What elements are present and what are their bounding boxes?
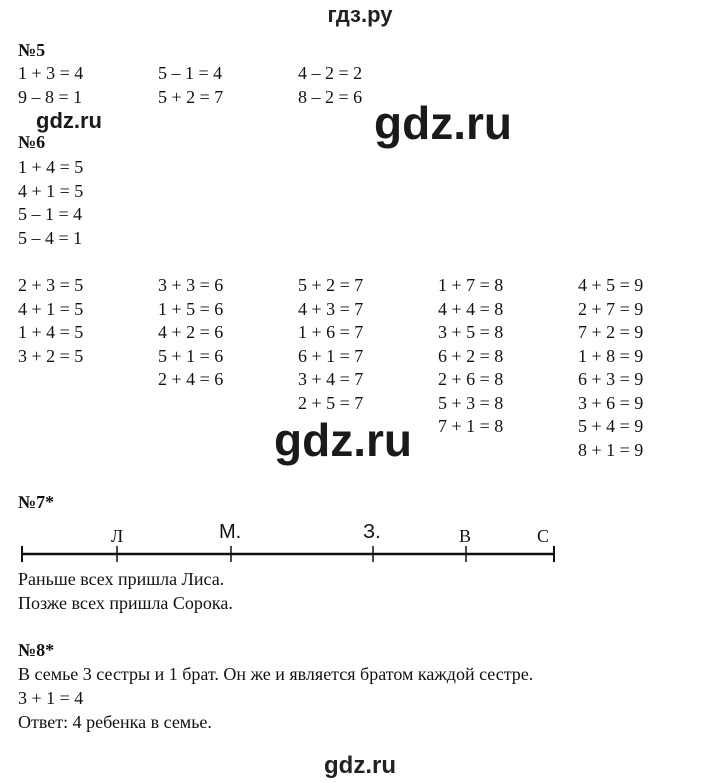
label-z: З. [363, 521, 381, 543]
equation: 2 + 4 = 6 [158, 369, 224, 389]
equation: 3 + 6 = 9 [578, 392, 644, 413]
equation: 4 + 5 = 9 [578, 275, 644, 295]
task6-col-7 [298, 274, 363, 415]
equation: 5 – 4 = 1 [18, 227, 83, 248]
task7-title: №7* [18, 492, 55, 512]
site-header: гдз.ру [327, 2, 393, 27]
equation: 9 – 8 = 1 [18, 86, 83, 107]
equation: 1 + 4 = 5 [18, 157, 84, 177]
equation: 4 + 3 = 7 [298, 298, 364, 319]
equation: 1 + 7 = 8 [438, 275, 504, 295]
equation: 2 + 6 = 8 [438, 369, 504, 389]
equation: 3 + 4 = 7 [298, 369, 364, 389]
label-s: С [537, 526, 550, 546]
equation: 2 + 3 = 5 [18, 275, 84, 295]
equation: 2 + 7 = 9 [578, 298, 644, 319]
equation: 5 + 1 = 6 [158, 345, 224, 366]
equation: 3 + 3 = 6 [158, 275, 224, 295]
equation: 5 + 2 = 7 [158, 86, 224, 107]
equation: 6 + 3 = 9 [578, 369, 644, 389]
equation: 4 + 1 = 5 [18, 180, 84, 201]
equation: 5 – 1 = 4 [158, 63, 223, 83]
task6-top-list [18, 156, 83, 250]
task8-line-2: 3 + 1 = 4 [18, 688, 84, 708]
task6-col-6 [158, 274, 223, 392]
site-footer: gdz.ru [324, 752, 396, 779]
task6-col-9 [578, 274, 643, 462]
equation: 7 + 1 = 8 [438, 416, 504, 436]
equation: 3 + 5 = 8 [438, 322, 504, 342]
task8-line-1: В семье 3 сестры и 1 брат. Он же и является братом каждой сестре. [18, 664, 534, 684]
equation: 3 + 2 = 5 [18, 345, 84, 366]
equation: 4 + 1 = 5 [18, 298, 84, 319]
equation: 4 + 4 = 8 [438, 298, 504, 319]
task7-line-2: Позже всех пришла Сорока. [18, 593, 233, 613]
equation: 1 + 6 = 7 [298, 322, 364, 342]
number-line [0, 540, 720, 570]
task5-title: №5 [18, 40, 46, 60]
watermark-small: gdz.ru [36, 108, 102, 133]
task8-line-3: Ответ: 4 ребенка в семье. [18, 712, 212, 732]
task8-title: №8* [18, 640, 55, 660]
task6-col-8 [438, 274, 503, 439]
label-fox: Л [111, 526, 124, 546]
equation: 5 – 1 = 4 [18, 204, 83, 224]
equation: 4 + 2 = 6 [158, 322, 224, 342]
watermark-big-middle: gdz.ru [270, 413, 416, 467]
task5-col-1 [18, 62, 83, 109]
task6-title: №6 [18, 132, 46, 152]
equation: 7 + 2 = 9 [578, 322, 644, 342]
equation: 5 + 3 = 8 [438, 392, 504, 413]
equation: 4 – 2 = 2 [298, 63, 363, 83]
equation: 1 + 8 = 9 [578, 345, 644, 366]
equation: 8 – 2 = 6 [298, 86, 363, 107]
equation: 1 + 5 = 6 [158, 298, 224, 319]
equation: 1 + 3 = 4 [18, 63, 84, 83]
label-m: М. [219, 521, 242, 543]
task7-line-1: Раньше всех пришла Лиса. [18, 569, 225, 589]
equation: 1 + 4 = 5 [18, 322, 84, 342]
equation: 5 + 2 = 7 [298, 275, 364, 295]
equation: 8 + 1 = 9 [578, 439, 644, 460]
task5-col-2 [158, 62, 223, 109]
equation: 6 + 2 = 8 [438, 345, 504, 366]
task6-col-5 [18, 274, 83, 368]
equation: 6 + 1 = 7 [298, 345, 364, 366]
label-v: В [459, 526, 472, 546]
equation: 5 + 4 = 9 [578, 416, 644, 436]
watermark-big-top: gdz.ru [374, 97, 512, 149]
equation: 2 + 5 = 7 [298, 392, 364, 413]
task5-col-3 [298, 62, 362, 109]
